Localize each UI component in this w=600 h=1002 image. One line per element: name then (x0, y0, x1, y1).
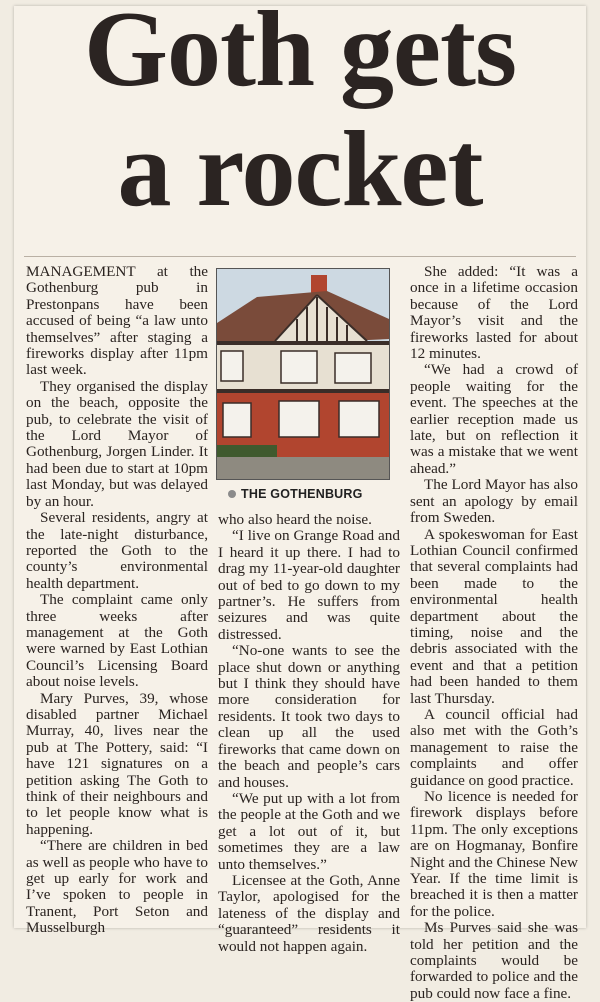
paragraph: “We put up with a lot from the people at the Goth and we get a lot out of it, but sometimes they are a law unto themselves.” (218, 789, 400, 873)
headline-rule (24, 256, 576, 257)
paragraph: A spokeswoman for East Lothian Council confirmed that several complaints had been made to the environmental health department about the timing, noise and the debris associated with the event and that a petition had been handed to them last Thursday. (410, 525, 578, 707)
article-column-3 (410, 264, 578, 1002)
upper-windows (221, 351, 371, 383)
paragraph: “I live on Grange Road and I heard it up there. I had to drag my 11-year-old daughter out of bed to go down to my partner’s. He suffers from seizures and was quite distressed. (218, 527, 400, 643)
article-column-2 (218, 512, 400, 955)
paragraph: Ms Purves said she was told her petition and the complaints would be forwarded to police and the pub could now face a fine. (410, 919, 578, 1002)
paragraph: The complaint came only three weeks after management at the Goth were warned by East Lothian Council’s Licensing Board about noise levels. (26, 591, 208, 691)
paragraph: The Lord Mayor has also sent an apology by email from Sweden. (410, 476, 578, 527)
paragraph: Several residents, angry at the late-night disturbance, reported the Goth to the county’s environmental health department. (26, 509, 208, 592)
ground-windows (223, 401, 379, 437)
headline (14, 0, 586, 229)
paragraph: who also heard the noise. (218, 511, 372, 528)
paragraph: She added: “It was a once in a lifetime occasion because of the Lord Mayor’s visit and the fireworks lasted for about 12 minutes. (410, 263, 578, 363)
pub-building-illustration (217, 269, 389, 479)
paragraph: “We had a crowd of people waiting for the event. The speeches at the earlier reception made us late, but on reflection it was a mistake that we went ahead.” (410, 361, 578, 477)
paragraph: They organised the display on the beach, opposite the pub, to celebrate the visit of the Lord Mayor of Gothenburg, Jorgen Linder. It had been due to start at 10pm last Monday, but was delayed by an hour. (26, 377, 208, 510)
hedge (217, 445, 277, 459)
paragraph: MANAGEMENT at the Gothenburg pub in Prestonpans have been accused of being “a law unto themselves” after staging a fireworks display after 11pm last week. (26, 263, 208, 379)
newspaper-clipping (14, 0, 586, 1002)
paragraph: Mary Purves, 39, whose disabled partner Michael Murray, 40, lives near the pub at The Pottery, said: “I have 121 signatures on a petition asking The Goth to think of their neighbours and to let people know what is happening. (26, 689, 208, 838)
paragraph: “No-one wants to see the place shut down or anything but I think they should have more consideration for residents. It took two days to clean up all the used fireworks that came down on the beach and people’s cars and houses. (218, 642, 400, 791)
paragraph: “There are children in bed as well as people who have to get up early for work and I’ve spoken to people in Tranent, Port Seton and Musselburgh (26, 837, 208, 937)
headline-line-1: Goth gets (84, 0, 516, 109)
photo-caption (228, 487, 363, 501)
paragraph: No licence is needed for firework displays before 11pm. The only exceptions are on Hogmanay, Bonfire Night and the Chinese New Year. If the time limit is breached it is then a matter for the police. (410, 788, 578, 920)
paragraph: A council official had also met with the Goth’s management to raise the complaints and offer guidance on good practice. (410, 705, 578, 789)
caption-text: THE GOTHENBURG (241, 487, 363, 501)
headline-line-2: a rocket (117, 110, 483, 229)
pavement (217, 457, 389, 479)
paragraph: Licensee at the Goth, Anne Taylor, apologised for the lateness of the display and “guaranteed” residents it would not happen again. (218, 871, 400, 955)
bullet-icon (228, 490, 236, 498)
gothenburg-pub-photo (216, 268, 390, 480)
article-column-1 (26, 264, 208, 937)
